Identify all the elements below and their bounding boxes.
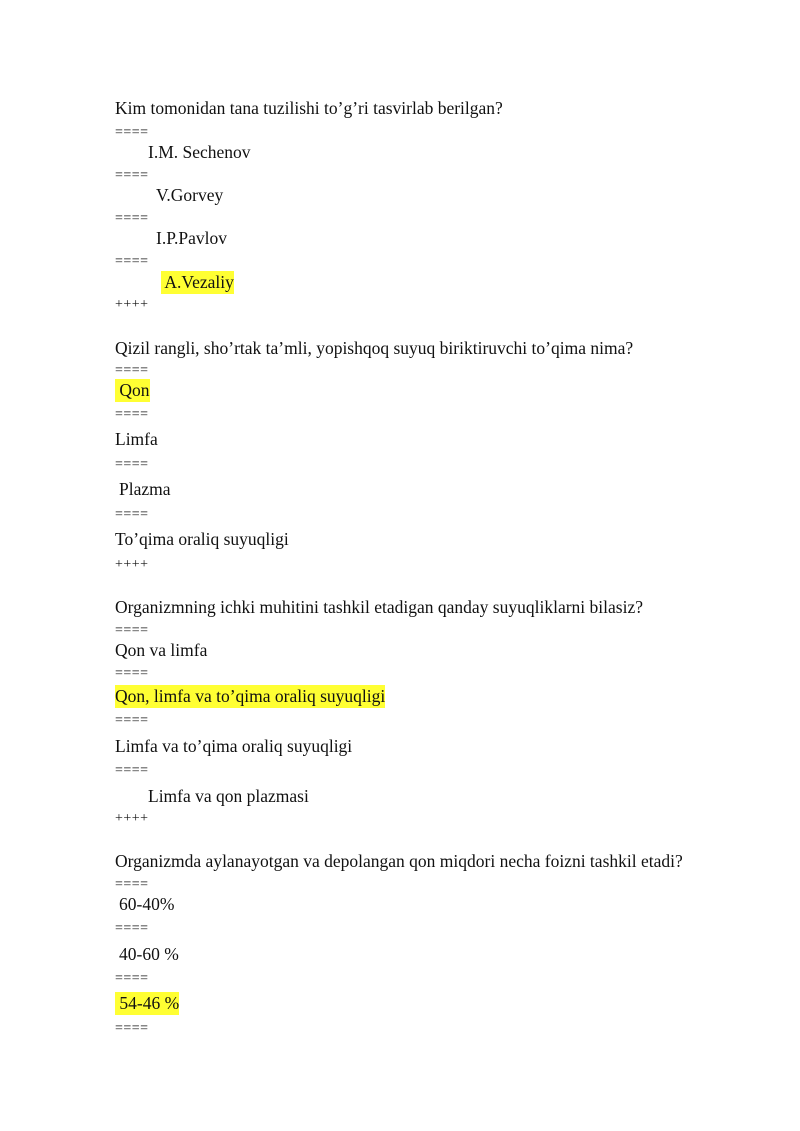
option-separator: ==== <box>115 254 149 269</box>
highlight-mark: Qon, limfa va to’qima oraliq suyuqligi <box>115 686 386 706</box>
option-separator: ==== <box>115 363 149 378</box>
answer-option: Limfa va to’qima oraliq suyuqligi <box>115 736 353 756</box>
answer-option: V.Gorvey <box>156 185 224 205</box>
answer-option-correct <box>161 274 234 292</box>
question-text: Kim tomonidan tana tuzilishi to’g’ri tasvirlab berilgan? <box>115 98 503 118</box>
option-separator: ==== <box>115 457 149 472</box>
option-separator: ==== <box>115 713 149 728</box>
option-separator: ==== <box>115 407 149 422</box>
option-separator: ==== <box>115 666 149 681</box>
question-text: Organizmning ichki muhitini tashkil etadigan qanday suyuqliklarni bilasiz? <box>115 597 643 617</box>
answer-option: 40-60 % <box>119 944 179 964</box>
option-separator: ==== <box>115 507 149 522</box>
answer-option-correct <box>115 995 179 1013</box>
answer-option-correct <box>115 382 150 400</box>
answer-option: I.M. Sechenov <box>148 142 251 162</box>
answer-option: Plazma <box>119 479 171 499</box>
answer-option: I.P.Pavlov <box>156 228 227 248</box>
answer-option: 60-40% <box>119 894 175 914</box>
option-separator: ==== <box>115 125 149 140</box>
answer-option: Limfa va qon plazmasi <box>148 786 309 806</box>
option-separator: ==== <box>115 211 149 226</box>
answer-option-correct <box>115 688 385 706</box>
option-separator: ==== <box>115 877 149 892</box>
option-separator: ==== <box>115 1021 149 1036</box>
highlight-mark: A.Vezaliy <box>161 272 234 292</box>
answer-option: Limfa <box>115 429 158 449</box>
highlight-mark: Qon <box>115 379 150 402</box>
option-separator: ==== <box>115 921 149 936</box>
option-separator: ==== <box>115 971 149 986</box>
option-separator: ==== <box>115 763 149 778</box>
answer-option: Qon va limfa <box>115 640 208 660</box>
option-separator: ==== <box>115 623 149 638</box>
question-text: Organizmda aylanayotgan va depolangan qon miqdori necha foizni tashkil etadi? <box>115 851 683 871</box>
question-end-marker: ++++ <box>115 297 149 312</box>
answer-option: To’qima oraliq suyuqligi <box>115 529 289 549</box>
question-end-marker: ++++ <box>115 557 149 572</box>
highlight-mark: 54-46 % <box>115 992 179 1015</box>
question-end-marker: ++++ <box>115 811 149 826</box>
option-separator: ==== <box>115 168 149 183</box>
question-text: Qizil rangli, sho’rtak ta’mli, yopishqoq suyuq biriktiruvchi to’qima nima? <box>115 338 634 358</box>
